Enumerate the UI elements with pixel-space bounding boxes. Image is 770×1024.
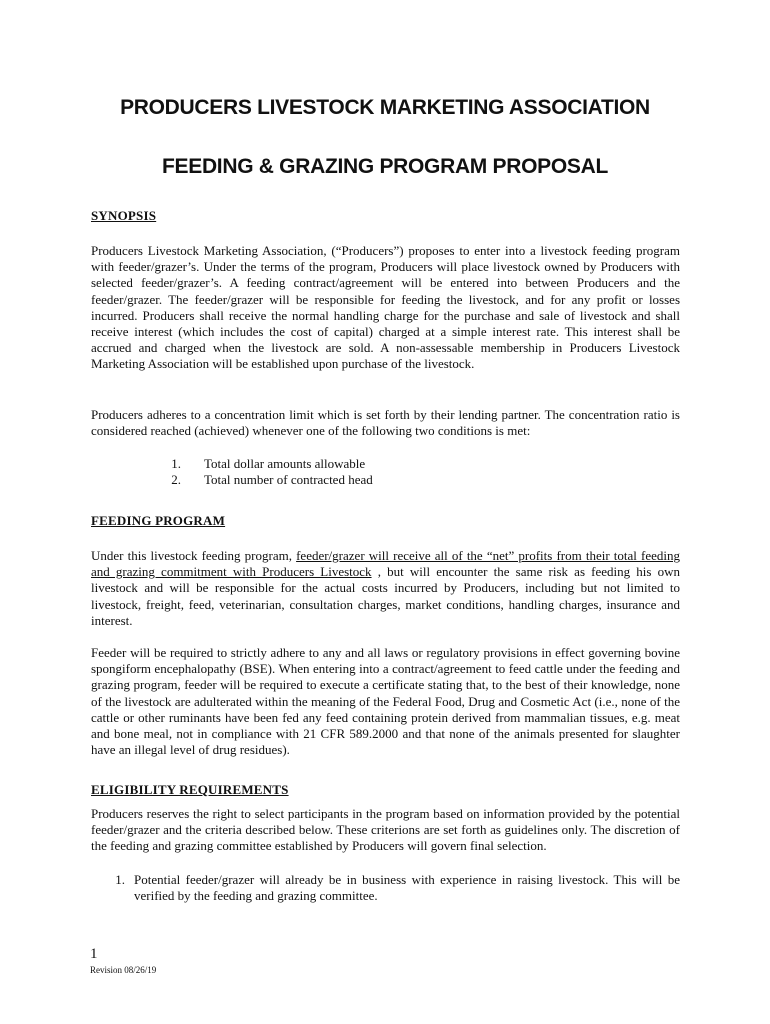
document-subtitle: FEEDING & GRAZING PROGRAM PROPOSAL [162, 155, 608, 178]
list-item [91, 472, 680, 488]
list-item-text: Total number of contracted head [204, 472, 373, 488]
eligibility-heading: ELIGIBILITY REQUIREMENTS [91, 782, 289, 797]
document-title: PRODUCERS LIVESTOCK MARKETING ASSOCIATION [120, 96, 650, 119]
revision-date: Revision 08/26/19 [90, 965, 157, 975]
synopsis-paragraph-2: Producers adheres to a concentration limit which is set forth by their lending partner. The concentration ratio is considered reached (achieved) whenever one of the following two conditions is met: [91, 407, 680, 439]
feeding-paragraph-1 [91, 548, 680, 629]
list-item [91, 456, 680, 472]
feeding-paragraph-2: Feeder will be required to strictly adhere to any and all laws or regulatory provisions in effect governing bovine spongiform encephalopathy (BSE). When entering into a contract/agreement to feed cattle under the feeding and grazing program, feeder will be required to execute a certificate stating that, to the best of their knowledge, none of the livestock are adulterated within the meaning of the Federal Food, Drug and Cosmetic Act (i.e., none of the cattle or other ruminants have been fed any feed containing protein derived from mammalian tissues, e.g. meat and bone meal, not in compliance with 21 CFR 589.2000 and that none of the animals presented for slaughter have an illegal level of drug residues). [91, 645, 680, 758]
concentration-conditions-list [91, 456, 680, 488]
page-number: 1 [90, 946, 98, 962]
eligibility-list [91, 872, 680, 904]
list-item-number: 1. [115, 872, 125, 887]
synopsis-heading: SYNOPSIS [91, 208, 157, 223]
list-item-text: Total dollar amounts allowable [204, 456, 366, 471]
list-item [91, 872, 680, 904]
feeding-paragraph-1-end: , but will encounter the same risk as feeding his own livestock and will be responsible for the actual costs incurred by Producers, including but not limited to livestock, freight, feed, veterinarian, consultation charges, market conditions, handling charges, insurance and interest. [91, 564, 680, 628]
eligibility-paragraph-1: Producers reserves the right to select participants in the program based on information provided by the potential feeder/grazer and the criteria described below. These criterions are set forth as guidelines only. The discretion of the feeding and grazing committee established by Producers will govern final selection. [91, 806, 680, 854]
synopsis-paragraph-1: Producers Livestock Marketing Association, (“Producers”) proposes to enter into a livestock feeding program with feeder/grazer’s. Under the terms of the program, Producers will place livestock owned by Producers with selected feeder/grazer’s. A feeding contract/agreement will be entered into between Producers and the feeder/grazer. The feeder/grazer will be responsible for feeding the livestock, and for any profit or losses incurred. Producers shall receive the normal handling charge for the purchase and sale of livestock and shall receive interest (which includes the cost of capital) charged at a simple interest rate. This interest shall be accrued and charged when the livestock are sold. A non-assessable membership in Producers Livestock Marketing Association will be established upon purchase of the livestock. [91, 243, 680, 372]
list-item-number: 1. [171, 456, 181, 471]
feeding-paragraph-1-underlined: feeder/grazer will receive all of the “net” profits from their total feeding and grazing commitment with Producers Livestock [91, 548, 680, 580]
list-item-number: 2. [171, 472, 181, 488]
feeding-paragraph-1-start: Under this livestock feeding program, [91, 548, 297, 563]
list-item-text: Potential feeder/grazer will already be in business with experience in raising livestock. This will be verified by the feeding and grazing committee. [134, 872, 680, 904]
feeding-program-heading: FEEDING PROGRAM [91, 513, 226, 528]
